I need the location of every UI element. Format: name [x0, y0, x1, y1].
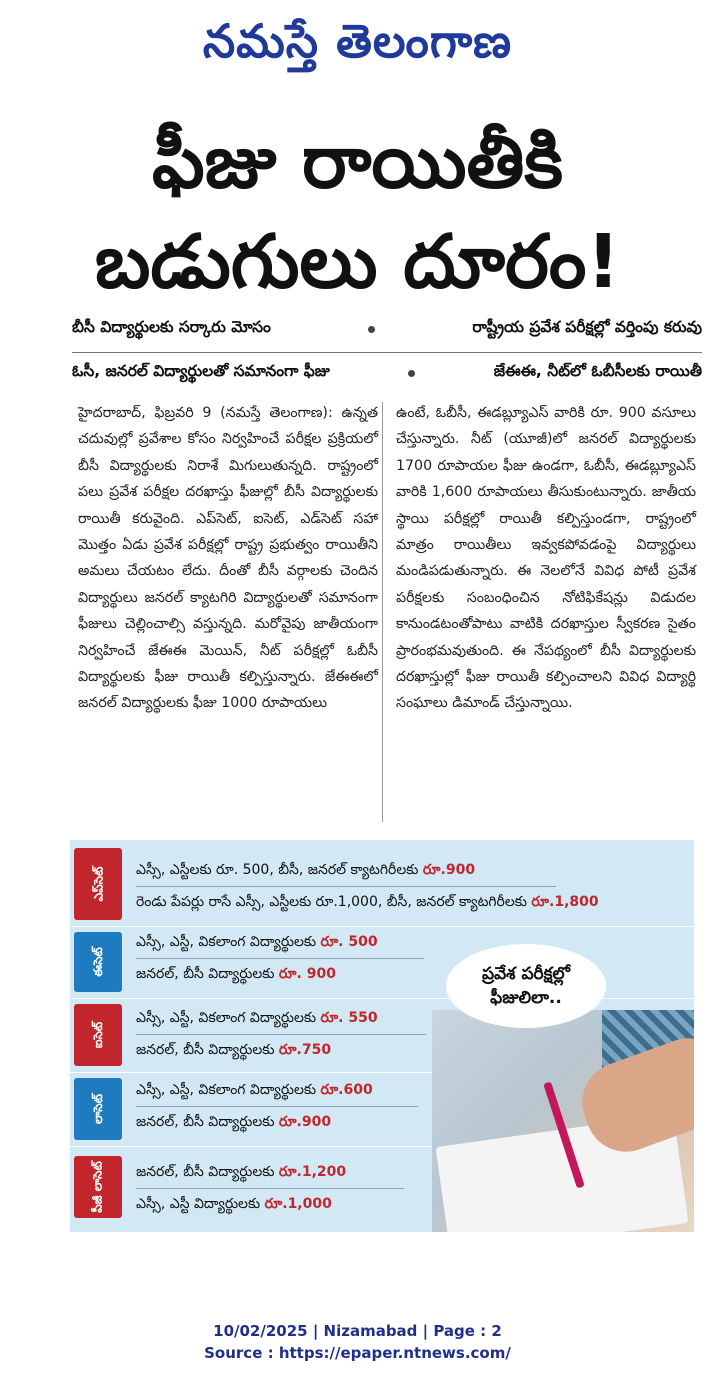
masthead-logo: నమస్తే తెలంగాణ [202, 14, 513, 68]
subhead-row-1 [72, 318, 702, 340]
headline-line-2: బడుగులు దూరం! [94, 219, 621, 305]
fee-line: ఎస్సీ, ఎస్టీ విద్యార్థులకు రూ.1,000 [136, 1196, 332, 1212]
subhead-text: బీసీ విద్యార్థులకు సర్కారు మోసం [72, 318, 271, 336]
subhead-text: జేఈఈ, నీట్‌లో ఓబీసీలకు రాయితీ [493, 362, 702, 380]
exam-tag-ecet: ఈసెట్ [74, 932, 122, 992]
fee-line: జనరల్, బీసీ విద్యార్థులకు రూ. 900 [136, 966, 336, 982]
headline-line-1: ఫీజు రాయితీకి [151, 119, 563, 205]
divider [136, 958, 424, 959]
divider [72, 352, 702, 353]
fee-line: ఎస్సీ, ఎస్టీ, వికలాంగ విద్యార్థులకు రూ. 550 [136, 1010, 378, 1026]
article-column-right: ఉంటే, ఓబీసీ, ఈడబ్ల్యూఎస్ వారికి రూ. 900 వసూలు చేస్తున్నారు. నీట్ (యూజీ)లో జనరల్ విద్యార్థులకు 1700 రూపాయల ఫీజు ఉండగా, ఓబీసీ, ఈడబ్ల్యూఎస్ వారికి 1,600 రూపాయలు తీసుకుంటున్నారు. జాతీయ స్థాయి పరీక్షల్లో రాయితీ కల్పిస్తుండగా, రాష్ట్రంలో మాత్రం రాయితీలు ఇవ్వకపోవడంపై విద్యార్థులు మండిపడుతున్నారు. ఈ నెలలోనే వివిధ పోటీ ప్రవేశ పరీక్షలకు సంబంధించిన నోటిఫికేషన్లు విడుదల కానుండటంతోపాటు వాటికి దరఖాస్తుల స్వీకరణ సైతం ప్రారంభమవుతుంది. ఈ నేపథ్యంలో బీసీ విద్యార్థులకు దరఖాస్తుల్లో ఫీజు రాయితీ కల్పించాలని వివిధ విద్యార్థి సంఘాలు డిమాండ్ చేస్తున్నాయి. [396, 405, 696, 712]
subhead-row-2 [72, 362, 702, 384]
bullet-dot-icon [408, 370, 415, 377]
fee-line: రెండు పేపర్లు రాసే ఎస్సీ, ఎస్టీలకు రూ.1,000, బీసీ, జనరల్ క్యాటగిరీలకు రూ.1,800 [136, 894, 599, 910]
divider [136, 1188, 404, 1189]
fee-line: జనరల్, బీసీ విద్యార్థులకు రూ.900 [136, 1114, 332, 1130]
fee-line: జనరల్, బీసీ విద్యార్థులకు రూ.750 [136, 1042, 332, 1058]
footer-date-edition: 10/02/2025 | Nizamabad | Page : 2 [213, 1322, 502, 1340]
subhead-text: ఓసీ, జనరల్ విద్యార్థులతో సమానంగా ఫీజు [72, 362, 330, 380]
fee-line: ఎస్సీ, ఎస్టీ, వికలాంగ విద్యార్థులకు రూ.600 [136, 1082, 373, 1098]
divider [70, 926, 694, 927]
footer-source-link[interactable]: Source : https://epaper.ntnews.com/ [204, 1344, 511, 1362]
exam-tag-lawcet: లాసెట్ [74, 1078, 122, 1140]
divider [136, 1034, 426, 1035]
student-writing-photo [432, 1010, 694, 1232]
article-column-left: హైదరాబాద్, ఫిబ్రవరి 9 (నమస్తే తెలంగాణ): ఉన్నత చదువుల్లో ప్రవేశాల కోసం నిర్వహించే పరీక్షల ప్రక్రియలో బీసీ విద్యార్థులకు నిరాశే మిగులుతున్నది. రాష్ట్రంలో పలు ప్రవేశ పరీక్షల దరఖాస్తు ఫీజుల్లో బీసీ విద్యార్థులకు రాయితీ కరువైంది. ఎప్‌సెట్, ఐసెట్, ఎడ్‌సెట్ సహా మొత్తం ఏడు ప్రవేశ పరీక్షల్లో రాష్ట్ర ప్రభుత్వం రాయితీని అమలు చేయటం లేదు. దీంతో బీసీ వర్గాలకు చెందిన విద్యార్థులు జనరల్ క్యాటగిరి విద్యార్థులతో సమానంగా ఫీజులు చెల్లించాల్సి వస్తున్నది. మరోవైపు జాతీయంగా నిర్వహించే జేఈఈ మెయిన్, నీట్ పరీక్షల్లో ఓబీసీ విద్యార్థులకు ఫీజు రాయితీ కల్పిస్తున్నారు. జేఈఈలో జనరల్ విద్యార్థులకు ఫీజు 1000 రూపాయలు [78, 405, 378, 712]
fee-line: ఎస్సీ, ఎస్టీ, వికలాంగ విద్యార్థులకు రూ. 500 [136, 934, 378, 950]
fee-line: జనరల్, బీసీ విద్యార్థులకు రూ.1,200 [136, 1164, 347, 1180]
exam-tag-epcet: ఎప్‌సెట్ [74, 848, 122, 920]
bubble-line: ఫీజులిలా.. [490, 988, 562, 1008]
divider [136, 886, 556, 887]
divider [136, 1106, 418, 1107]
fee-line: ఎస్సీ, ఎస్టీలకు రూ. 500, బీసీ, జనరల్ క్యాటగిరీలకు రూ.900 [136, 862, 476, 878]
headline [30, 112, 685, 312]
column-divider [382, 402, 383, 822]
fees-callout-bubble [446, 944, 606, 1028]
exam-tag-icet: ఐసెట్ [74, 1004, 122, 1066]
bubble-line: ప్రవేశ పరీక్షల్లో [482, 964, 570, 984]
exam-tag-pglawcet: పీజీ లాసెట్ [74, 1156, 122, 1218]
subhead-text: రాష్ట్రీయ ప్రవేశ పరీక్షల్లో వర్తింపు కరువు [472, 318, 702, 336]
bullet-dot-icon [368, 326, 375, 333]
